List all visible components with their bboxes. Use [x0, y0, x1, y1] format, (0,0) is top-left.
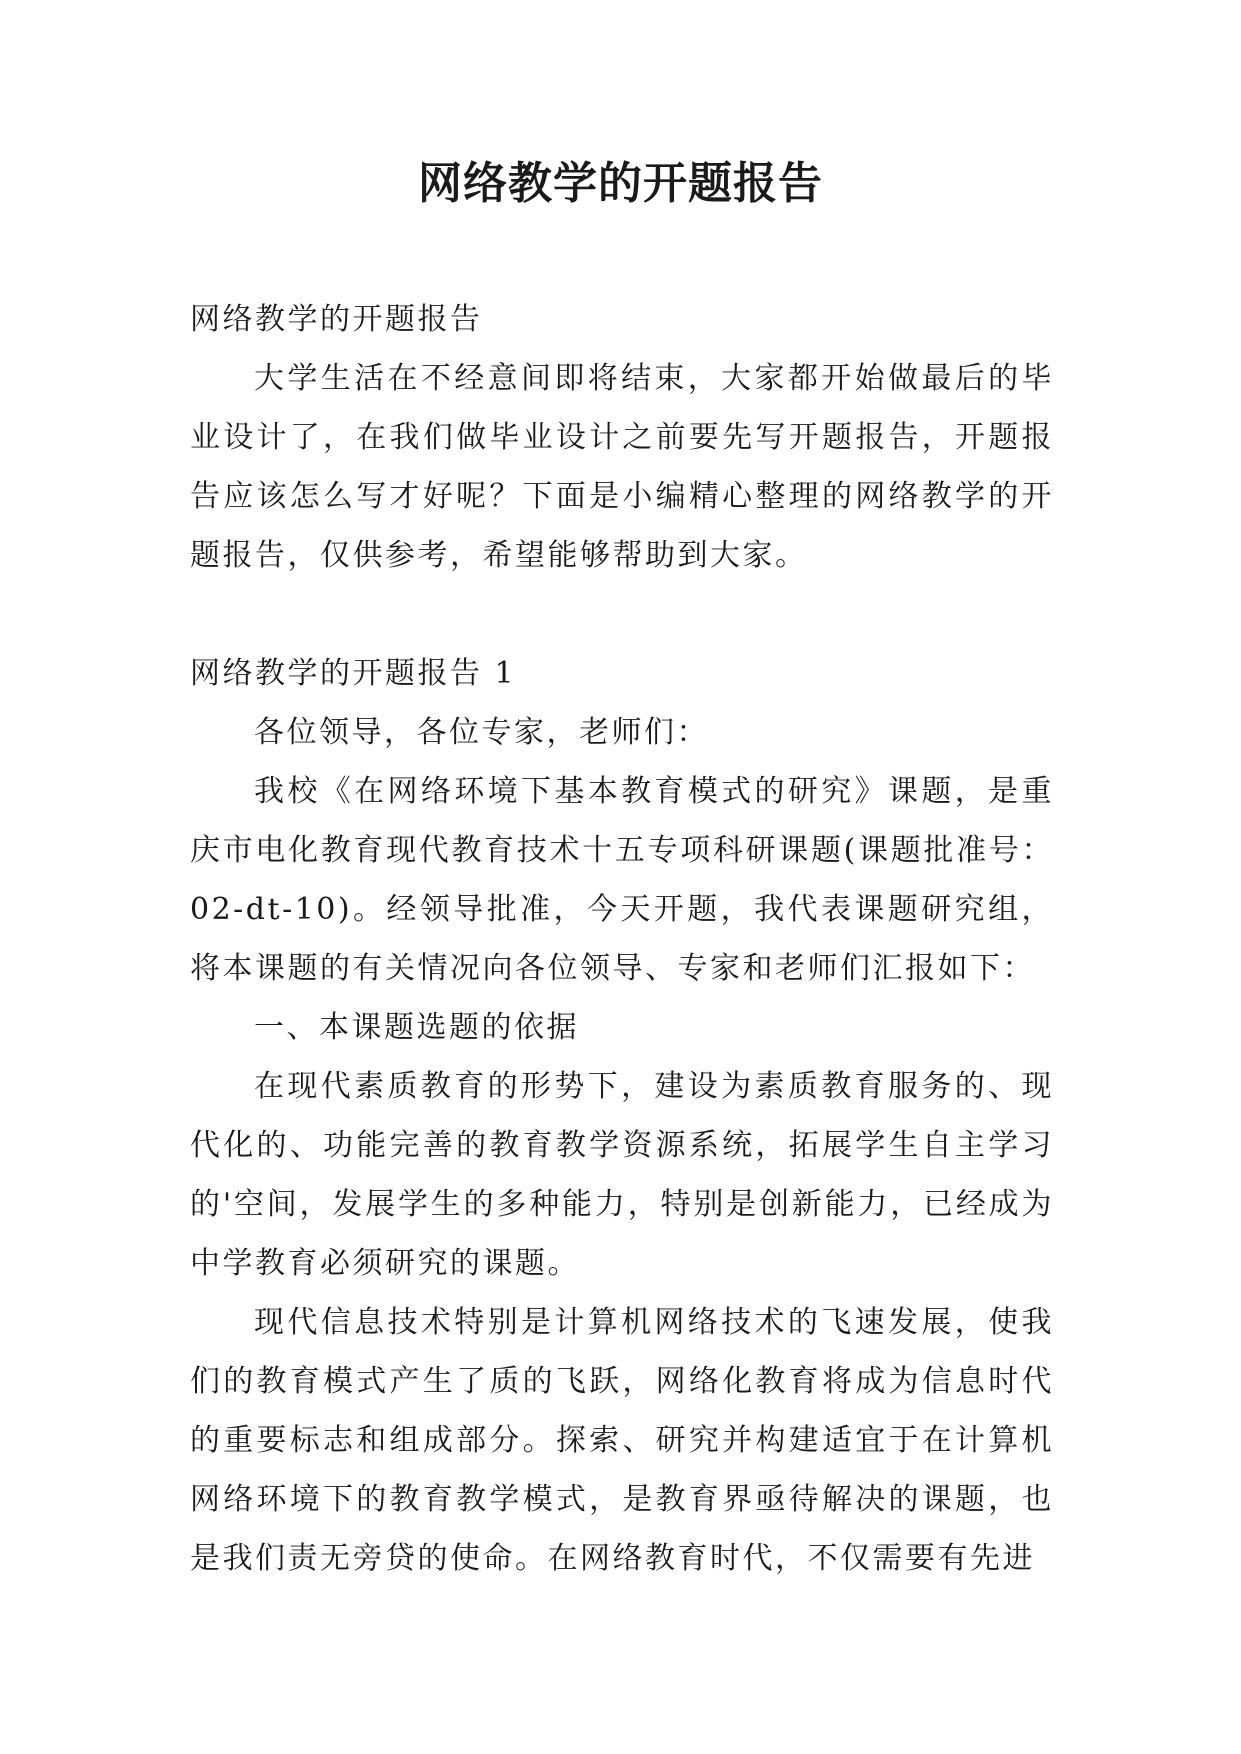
section-heading: 网络教学的开题报告 1: [190, 656, 517, 691]
document-body: [190, 290, 1054, 1588]
salutation-paragraph: 各位领导，各位专家，老师们：: [254, 715, 709, 750]
subsection-heading: 一、本课题选题的依据: [254, 1010, 579, 1045]
body-paragraph: 现代信息技术特别是计算机网络技术的飞速发展，使我们的教育模式产生了质的飞跃，网络化教育将成为信息时代的重要标志和组成部分。探索、研究并构建适宜于在计算机网络环境下的教育教学模式，是教育界亟待解决的课题，也是我们责无旁贷的使命。在网络教育时代，不仅需要有先进: [190, 1305, 1054, 1576]
body-paragraph: 在现代素质教育的形势下，建设为素质教育服务的、现代化的、功能完善的教育教学资源系统，拓展学生自主学习的'空间，发展学生的多种能力，特别是创新能力，已经成为中学教育必须研究的课题。: [190, 1069, 1054, 1281]
document-title: 网络教学的开题报告: [418, 158, 823, 209]
intro-paragraph: 大学生活在不经意间即将结束，大家都开始做最后的毕业设计了，在我们做毕业设计之前要先写开题报告，开题报告应该怎么写才好呢？下面是小编精心整理的网络教学的开题报告，仅供参考，希望能够帮助到大家。: [190, 361, 1054, 573]
subtitle-paragraph: 网络教学的开题报告: [190, 302, 483, 337]
body-paragraph: 我校《在网络环境下基本教育模式的研究》课题，是重庆市电化教育现代教育技术十五专项科研课题(课题批准号：02-dt-10)。经领导批准，今天开题，我代表课题研究组，将本课题的有关情况向各位领导、专家和老师们汇报如下：: [190, 774, 1054, 986]
